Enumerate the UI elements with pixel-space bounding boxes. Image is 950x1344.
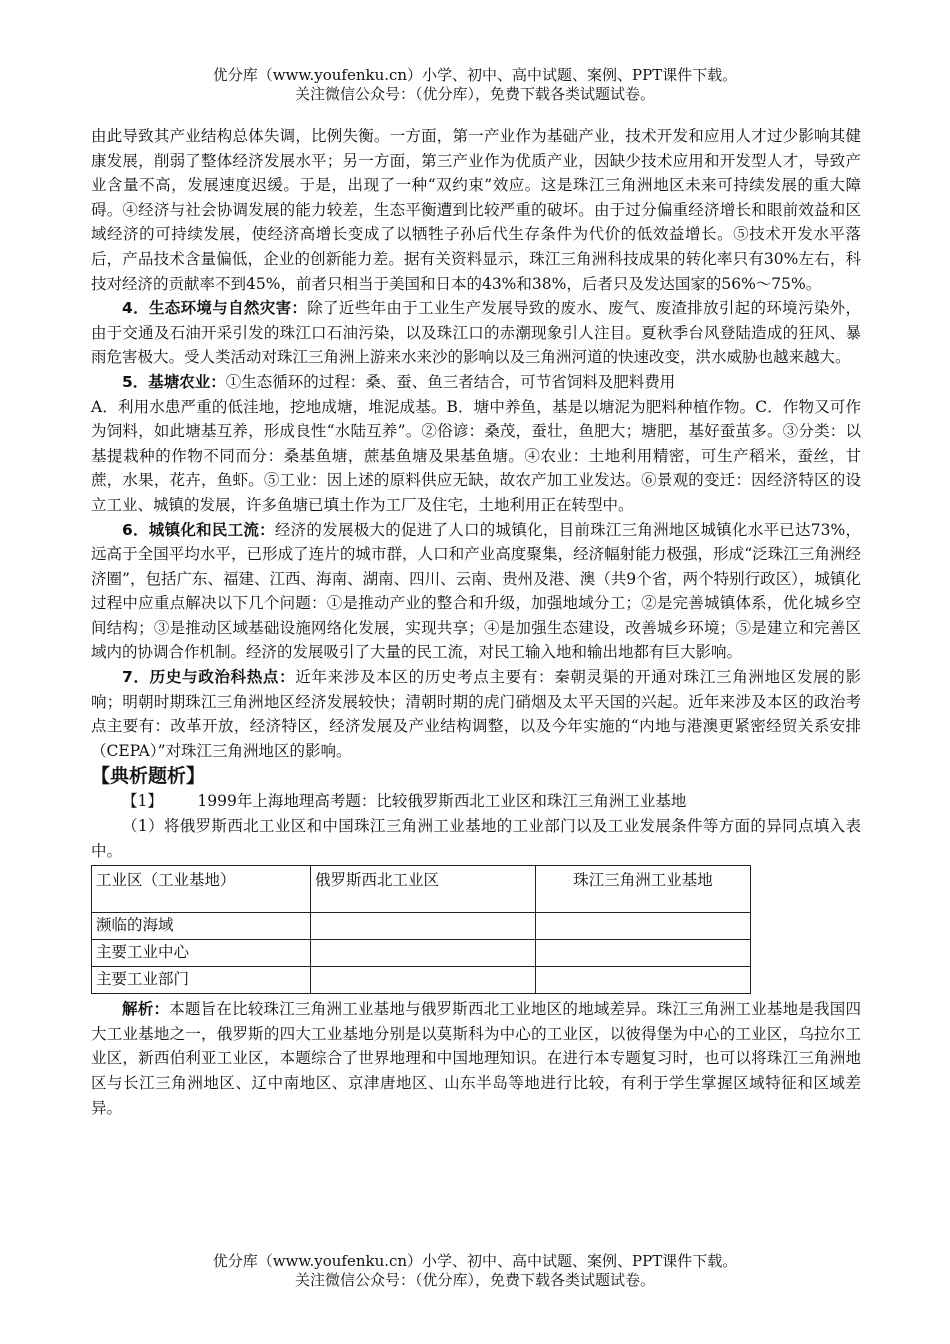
table-header-cell: 珠江三角洲工业基地 (536, 866, 751, 913)
table-cell (536, 913, 751, 940)
table-row-label: 濒临的海域 (92, 913, 311, 940)
section-7-body: 近年来涉及本区的历史考点主要有：秦朝灵渠的开通对珠江三角洲地区发展的影响；明朝时期珠江三角洲地区经济发展较快；清朝时期的虎门硝烟及太平天国的兴起。近年来涉及本区的政治考点主要有：改革开放，经济特区，经济发展及产业结构调整，以及今年实施的“内地与港澳更紧密经贸关系安排（CEPA）”对珠江三角洲地区的影响。 (91, 668, 861, 760)
table-header-cell: 俄罗斯西北工业区 (311, 866, 536, 913)
section-5-paragraph (91, 370, 861, 395)
section-4-body: 除了近些年由于工业生产发展导致的废水、废气、废渣排放引起的环境污染外，由于交通及石油开采引发的珠江口石油污染，以及珠江口的赤潮现象引人注目。夏秋季台风登陆造成的狂风、暴雨危害极大。受人类活动对珠江三角洲上游来水来沙的影响以及三角洲河道的快速改变，洪水威胁也越来越大。 (91, 299, 861, 367)
table-cell (536, 940, 751, 967)
table-header-row (92, 866, 751, 913)
section-6-title: 6．城镇化和民工流： (122, 520, 275, 539)
question-1-label: 【1】 (122, 792, 163, 811)
table-row-label: 主要工业部门 (92, 967, 311, 994)
footer-line-1: 优分库（www.youfenku.cn）小学、初中、高中试题、案例、PPT课件下载。 (212, 1252, 738, 1270)
intro-paragraph: 由此导致其产业结构总体失调，比例失衡。一方面，第一产业作为基础产业，技术开发和应用人才过少影响其健康发展，削弱了整体经济发展水平；另一方面，第三产业作为优质产业，因缺少技术应用和开发型人才，导致产业含量不高，发展速度迟缓。于是，出现了一种“双约束”效应。这是珠江三角洲地区未来可持续发展的重大障碍。④经济与社会协调发展的能力较差，生态平衡遭到比较严重的破坏。由于过分偏重经济增长和眼前效益和区域经济的可持续发展，使经济高增长变成了以牺牲子孙后代生存条件为代价的低效益增长。⑤技术开发水平落后，产品技术含量偏低，企业的创新能力差。据有关资料显示，珠江三角洲科技成果的转化率只有30%左右，科技对经济的贡献率不到45%，前者只相当于美国和日本的43%和38%，后者只及发达国家的56%～75%。 (91, 127, 861, 293)
section-5-continuation: A．利用水患严重的低洼地，挖地成塘，堆泥成基。B．塘中养鱼，基是以塘泥为肥料种植作物。C．作物又可作为饲料，如此塘基互养，形成良性“水陆互养”。②俗谚：桑茂，蚕壮，鱼肥大；塘肥，基好蚕茧多。③分类：以基提栽种的作物不同而分：桑基鱼塘，蔗基鱼塘及果基鱼塘。④农业：土地利用精密，可生产稻米，蚕丝，甘蔗，水果，花卉，鱼虾。⑤工业：因上述的原料供应无缺，故农产加工业发达。⑥景观的变迁：因经济特区的设立工业、城镇的发展，许多鱼塘已填土作为工厂及住宅，土地利用正在转型中。 (91, 397, 861, 514)
analysis-title: 解析： (122, 1000, 170, 1019)
section-4-paragraph (91, 296, 861, 370)
page-footer (0, 1252, 950, 1290)
section-7-title: 7．历史与政治科热点： (122, 668, 296, 687)
table-cell (311, 940, 536, 967)
header-line-2: 关注微信公众号：（优分库），免费下载各类试题试卷。 (294, 85, 655, 103)
document-body (91, 124, 861, 1120)
section-5-body: ①生态循环的过程：桑、蚕、鱼三者结合，可节省饲料及肥料费用 (225, 372, 676, 391)
section-7-paragraph (91, 665, 861, 763)
comparison-table (91, 865, 751, 994)
table-header-cell: 工业区（工业基地） (92, 866, 311, 913)
section-heading: 【典析题析】 (91, 765, 206, 788)
section-6-body: 经济的发展极大的促进了人口的城镇化，目前珠江三角洲地区城镇化水平已达73%，远高于全国平均水平，已形成了连片的城市群，人口和产业高度聚集，经济幅射能力极强，形成“泛珠江三角洲经济圈”，包括广东、福建、江西、海南、湖南、四川、云南、贵州及港、澳（共9个省，两个特别行政区），城镇化过程中应重点解决以下几个问题：①是推动产业的整合和升级，加强地域分工；②是完善城镇体系，优化城乡空间结构；③是推动区域基础设施网络化发展，实现共享；④是加强生态建设，改善城乡环境；⑤是建立和完善区域内的协调合作机制。经济的发展吸引了大量的民工流，对民工输入地和输出地都有巨大影响。 (91, 520, 861, 662)
table-row (92, 967, 751, 994)
section-5-title: 5．基塘农业： (122, 372, 226, 391)
question-1-subquestion: （1）将俄罗斯西北工业区和中国珠江三角洲工业基地的工业部门以及工业发展条件等方面的异同点填入表中。 (91, 817, 861, 860)
table-row (92, 940, 751, 967)
question-1-title: 1999年上海地理高考题：比较俄罗斯西北工业区和珠江三角洲工业基地 (197, 792, 687, 811)
analysis-paragraph (91, 997, 861, 1120)
table-cell (536, 967, 751, 994)
section-6-paragraph (91, 518, 861, 666)
section-4-title: 4．生态环境与自然灾害： (122, 299, 308, 318)
table-row (92, 913, 751, 940)
table-cell (311, 967, 536, 994)
footer-line-2: 关注微信公众号：（优分库），免费下载各类试题试卷。 (294, 1271, 655, 1289)
page-header (0, 66, 950, 104)
question-1-line (91, 789, 861, 814)
table-cell (311, 913, 536, 940)
table-row-label: 主要工业中心 (92, 940, 311, 967)
analysis-body: 本题旨在比较珠江三角洲工业基地与俄罗斯西北工业地区的地域差异。珠江三角洲工业基地是我国四大工业基地之一，俄罗斯的四大工业基地分别是以莫斯科为中心的工业区，以彼得堡为中心的工业区，乌拉尔工业区，新西伯利亚工业区，本题综合了世界地理和中国地理知识。在进行本专题复习时，也可以将珠江三角洲地区与长江三角洲地区、辽中南地区、京津唐地区、山东半岛等地进行比较，有利于学生掌握区域特征和区域差异。 (91, 1000, 861, 1117)
header-line-1: 优分库（www.youfenku.cn）小学、初中、高中试题、案例、PPT课件下载。 (212, 66, 738, 84)
